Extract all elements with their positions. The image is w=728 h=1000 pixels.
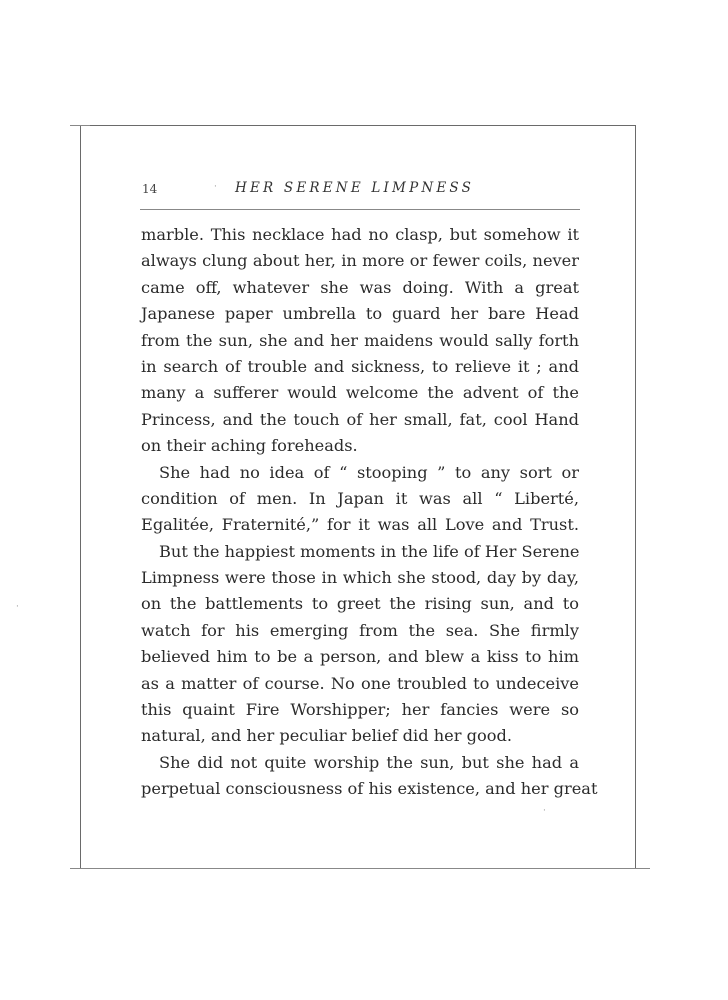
text-line: natural, and her peculiar belief did her good. bbox=[141, 726, 512, 746]
paragraph bbox=[141, 222, 579, 460]
print-speck: · bbox=[16, 602, 19, 612]
text-line: many a sufferer would welcome the advent of the bbox=[141, 383, 579, 403]
text-line: condition of men. In Japan it was all “ Liberté, bbox=[141, 488, 579, 508]
text-line: believed him to be a person, and blew a kiss to him bbox=[141, 647, 579, 667]
text-line: in search of trouble and sickness, to relieve it ; and bbox=[141, 356, 579, 376]
print-speck: · bbox=[543, 806, 546, 816]
text-line: as a matter of course. No one troubled to undeceive bbox=[141, 673, 579, 693]
body-text bbox=[141, 222, 598, 803]
frame-rule-bottom bbox=[70, 868, 650, 869]
page-number: 14 bbox=[142, 182, 158, 196]
running-head bbox=[140, 180, 580, 202]
paragraph bbox=[141, 750, 598, 803]
text-line: Limpness were those in which she stood, day by day, bbox=[141, 568, 579, 588]
text-line: from the sun, she and her maidens would sally forth bbox=[141, 330, 579, 350]
text-line: But the happiest moments in the life of Her Serene bbox=[159, 541, 580, 561]
text-line: on their aching foreheads. bbox=[141, 436, 358, 456]
text-line: always clung about her, in more or fewer coils, never bbox=[141, 251, 579, 271]
header-rule bbox=[140, 209, 580, 210]
running-title: HER SERENE LIMPNESS bbox=[235, 180, 475, 196]
text-line: She did not quite worship the sun, but she had a bbox=[159, 752, 579, 772]
text-line: this quaint Fire Worshipper; her fancies were so bbox=[141, 700, 579, 720]
text-line: Japanese paper umbrella to guard her bare Head bbox=[141, 304, 579, 324]
text-line: perpetual consciousness of his existence, and her great bbox=[141, 779, 598, 799]
text-line: came off, whatever she was doing. With a great bbox=[141, 277, 579, 297]
text-line: on the battlements to greet the rising sun, and to bbox=[141, 594, 579, 614]
text-line: Egalitée, Fraternité,” for it was all Love and Trust. bbox=[141, 515, 579, 535]
text-line: marble. This necklace had no clasp, but somehow it bbox=[141, 225, 579, 244]
print-speck: · bbox=[214, 182, 217, 192]
paragraph bbox=[141, 539, 579, 750]
text-line: watch for his emerging from the sea. She firmly bbox=[141, 620, 579, 640]
text-line: She had no idea of “ stooping ” to any sort or bbox=[159, 462, 579, 482]
paragraph bbox=[141, 460, 579, 539]
frame-rule-top bbox=[70, 125, 90, 126]
text-line: Princess, and the touch of her small, fat, cool Hand bbox=[141, 409, 579, 429]
